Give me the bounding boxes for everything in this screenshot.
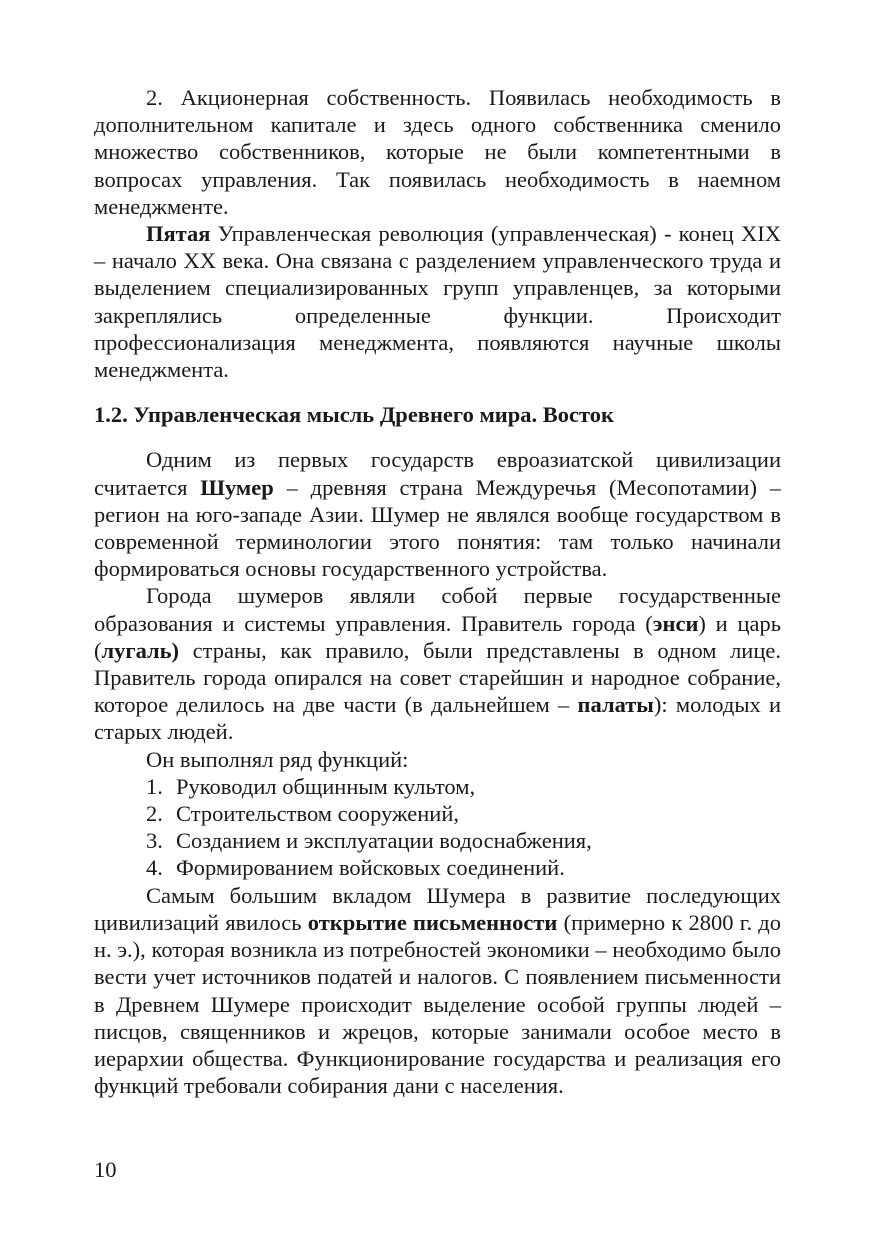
list-item xyxy=(94,800,781,827)
paragraph-functions-intro xyxy=(94,746,781,773)
bold-term: энси xyxy=(652,610,699,636)
list-item xyxy=(94,773,781,800)
page-number: 10 xyxy=(94,1157,117,1182)
bold-term: Шумер xyxy=(200,474,274,500)
paragraph-text: Он выполнял ряд функций: xyxy=(146,746,409,772)
bold-term: палаты xyxy=(577,692,654,718)
paragraph-cities xyxy=(94,582,781,745)
paragraph-text: ) и царь ( xyxy=(94,610,781,663)
list-number: 3. xyxy=(146,828,163,854)
paragraph-text: Управленческая революция (управленческая) - конец XIX – начало XX века. Она связана с разделением управленческого труда и выделением специализированных групп управленцев, за которыми закреплялись определенные функции. Происходит профессионализация менеджмента, появляются научные школы менеджмента. xyxy=(94,221,781,383)
list-item xyxy=(94,827,781,854)
paragraph-sumer xyxy=(94,446,781,582)
bold-term: открытие письменности xyxy=(307,909,558,935)
paragraph-joint-stock xyxy=(94,84,781,220)
paragraph-writing xyxy=(94,882,781,1100)
list-text: Строительством сооружений, xyxy=(176,801,460,827)
paragraph-text: Самым большим вкладом Шумера в развитие последующих цивилизаций явилось xyxy=(94,882,781,935)
paragraph-text: Одним из первых государств евроазиатской цивилизации считается xyxy=(94,447,781,500)
list-text: Созданием и эксплуатации водоснабжения, xyxy=(176,828,592,854)
functions-list xyxy=(94,773,781,882)
paragraph-text: Города шумеров являли собой первые государственные образования и системы управления. Правитель города ( xyxy=(94,583,781,636)
section-heading: 1.2. Управленческая мысль Древнего мира. Восток xyxy=(94,402,614,428)
paragraph-text: – древняя страна Междуречья (Месопотамии) – регион на юго-западе Азии. Шумер не являлся вообще государством в современной терминологии этого понятия: там только начинали формироваться основы государственного устройства. xyxy=(94,474,781,582)
list-item xyxy=(94,854,781,881)
paragraph-text: страны, как правило, были представлены в одном лице. Правитель города опирался на совет старейшин и народное собрание, которое делилось на две части (в дальнейшем – xyxy=(94,637,781,718)
list-number: 2. xyxy=(146,801,163,827)
paragraph-fifth-revolution xyxy=(94,220,781,383)
bold-term: лугаль) xyxy=(101,637,180,663)
paragraph-text: (примерно к 2800 г. до н. э.), которая возникла из потребностей экономики – необходимо было вести учет источников податей и налогов. С появлением письменности в Древнем Шумере происходит выделение особой группы людей – писцов, священников и жрецов, которые занимали особое место в иерархии общества. Функционирование государства и реализация его функций требовали собирания дани с населения. xyxy=(94,909,781,1099)
list-number: 1. xyxy=(146,773,163,799)
list-text: Руководил общинным культом, xyxy=(176,773,476,799)
bold-term: Пятая xyxy=(146,221,211,247)
list-number: 4. xyxy=(146,855,163,881)
list-text: Формированием войсковых соединений. xyxy=(176,855,565,881)
paragraph-text: ): молодых и старых людей. xyxy=(94,692,781,745)
paragraph-text: 2. Акционерная собственность. Появилась необходимость в дополнительном капитале и здесь одного собственника сменило множество собственников, которые не были компетентными в вопросах управления. Так появилась необходимость в наемном менеджменте. xyxy=(94,85,781,219)
